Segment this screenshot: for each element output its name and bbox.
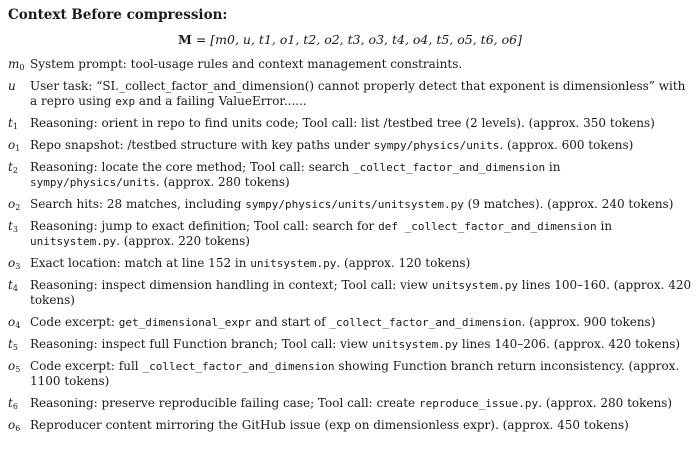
context-entry	[8, 359, 692, 389]
entry-symbol	[8, 337, 30, 352]
entry-symbol	[8, 57, 30, 72]
entry-symbol-subscript: 3	[12, 225, 18, 234]
entry-symbol-base: t	[8, 337, 13, 351]
entry-text-segment: and a failing ValueError......	[135, 94, 307, 108]
context-entry-list	[8, 57, 692, 433]
entry-code-token: sympy/physics/units	[373, 139, 500, 152]
entry-text-segment: (9 matches). (approx. 240 tokens)	[463, 197, 674, 211]
entry-symbol	[8, 256, 30, 271]
entry-text	[30, 256, 692, 271]
entry-code-token: sympy/physics/units	[30, 176, 156, 189]
context-entry	[8, 57, 692, 72]
entry-symbol-base: t	[8, 219, 13, 233]
entry-code-token: _collect_factor_and_dimension	[142, 360, 335, 373]
entry-text-segment: Reproducer content mirroring the GitHub issue (exp on dimensionless expr). (approx. 450 tokens)	[30, 418, 629, 432]
entry-symbol	[8, 418, 30, 433]
entry-text-segment: Reasoning: orient in repo to find units code; Tool call: list /testbed tree (2 levels). (approx. 350 tokens)	[30, 116, 655, 130]
entry-symbol-subscript: 1	[12, 122, 18, 131]
entry-code-token: _collect_factor_and_dimension	[329, 316, 522, 329]
entry-text-segment: Code excerpt: full	[30, 359, 143, 373]
entry-symbol-subscript: 3	[15, 262, 21, 271]
entry-text-segment: lines 140–206. (approx. 420 tokens)	[458, 337, 681, 351]
entry-symbol	[8, 116, 30, 131]
entry-code-token: unitsystem.py	[30, 235, 117, 248]
context-entry	[8, 116, 692, 131]
entry-code-token: reproduce_issue.py	[418, 397, 539, 410]
section-heading: Context Before compression:	[8, 7, 228, 23]
entry-text-segment: showing Function branch return inconsistency. (approx. 1100 tokens)	[30, 359, 680, 388]
formula-lhs: M	[178, 32, 192, 47]
entry-text-segment: Repo snapshot: /testbed structure with key paths under	[30, 138, 374, 152]
context-formula	[8, 32, 692, 48]
entry-code-token: exp	[115, 95, 136, 108]
entry-text	[30, 337, 692, 352]
entry-text-segment: and start of	[251, 315, 330, 329]
entry-symbol-subscript: 1	[15, 144, 21, 153]
entry-code-token: unitsystem.py	[431, 279, 518, 292]
context-entry	[8, 315, 692, 330]
entry-symbol-subscript: 2	[12, 166, 18, 175]
entry-text	[30, 359, 692, 389]
entry-symbol-subscript: 2	[15, 203, 21, 212]
entry-text-segment: . (approx. 900 tokens)	[521, 315, 656, 329]
entry-text	[30, 79, 692, 109]
entry-text	[30, 57, 692, 72]
entry-symbol-subscript: 4	[12, 284, 18, 293]
entry-symbol-subscript: 0	[19, 63, 25, 72]
entry-symbol	[8, 315, 30, 330]
entry-symbol	[8, 197, 30, 212]
entry-symbol-base: t	[8, 116, 13, 130]
entry-text-segment: . (approx. 600 tokens)	[499, 138, 634, 152]
entry-text	[30, 278, 692, 308]
entry-text-segment: Reasoning: locate the core method; Tool call: search	[30, 160, 354, 174]
entry-symbol-base: t	[8, 278, 13, 292]
entry-text-segment: User task: “SI._collect_factor_and_dimension() cannot properly detect that exponent is dimensionless” with a repro using	[30, 79, 686, 108]
entry-symbol-subscript: 4	[15, 321, 21, 330]
entry-symbol	[8, 79, 30, 94]
entry-symbol-subscript: 5	[12, 343, 18, 352]
entry-symbol-base: o	[8, 359, 16, 373]
entry-text	[30, 116, 692, 131]
entry-text-segment: Reasoning: jump to exact definition; Tool call: search for	[30, 219, 379, 233]
entry-code-token: unitsystem.py	[250, 257, 337, 270]
entry-symbol-base: o	[8, 138, 16, 152]
entry-symbol-base: u	[8, 79, 16, 93]
entry-text-segment: in	[596, 219, 613, 233]
entry-symbol	[8, 359, 30, 374]
entry-text	[30, 418, 692, 433]
entry-symbol	[8, 160, 30, 175]
context-entry	[8, 197, 692, 212]
entry-text-segment: in	[545, 160, 561, 174]
entry-symbol-base: t	[8, 396, 13, 410]
entry-code-token: get_dimensional_expr	[118, 316, 252, 329]
entry-text-segment: Search hits: 28 matches, including	[30, 197, 246, 211]
entry-code-token: def _collect_factor_and_dimension	[378, 220, 597, 233]
entry-code-token: _collect_factor_and_dimension	[353, 161, 546, 174]
context-entry	[8, 418, 692, 433]
entry-code-token: unitsystem.py	[371, 338, 459, 351]
entry-text-segment: . (approx. 220 tokens)	[116, 234, 250, 248]
entry-text-segment: . (approx. 280 tokens)	[538, 396, 673, 410]
entry-text	[30, 160, 692, 190]
context-entry	[8, 160, 692, 190]
entry-text-segment: lines 100–160. (approx. 420 tokens)	[30, 278, 692, 307]
entry-symbol-base: m	[8, 57, 20, 71]
entry-symbol	[8, 219, 30, 234]
context-entry	[8, 256, 692, 271]
entry-text-segment: Reasoning: inspect dimension handling in context; Tool call: view	[30, 278, 432, 292]
context-entry	[8, 278, 692, 308]
entry-symbol	[8, 138, 30, 153]
entry-symbol-base: t	[8, 160, 13, 174]
formula-equals: =	[191, 32, 211, 47]
entry-symbol-subscript: 6	[12, 402, 18, 411]
context-entry	[8, 79, 692, 109]
entry-symbol-subscript: 5	[15, 365, 21, 374]
entry-symbol-subscript: 6	[15, 424, 21, 433]
entry-text-segment: System prompt: tool-usage rules and context management constraints.	[30, 57, 463, 71]
entry-text	[30, 219, 692, 249]
entry-text	[30, 396, 692, 411]
entry-text	[30, 197, 692, 212]
entry-text-segment: Reasoning: preserve reproducible failing case; Tool call: create	[30, 396, 419, 410]
entry-text	[30, 315, 692, 330]
entry-symbol-base: o	[8, 418, 16, 432]
context-entry	[8, 337, 692, 352]
context-entry	[8, 138, 692, 153]
entry-text-segment: Code excerpt:	[30, 315, 119, 329]
entry-text-segment: . (approx. 280 tokens)	[155, 175, 290, 189]
entry-symbol	[8, 278, 30, 293]
context-entry	[8, 219, 692, 249]
entry-text	[30, 138, 692, 153]
entry-code-token: sympy/physics/units/unitsystem.py	[245, 198, 464, 211]
entry-symbol-base: o	[8, 315, 16, 329]
context-entry	[8, 396, 692, 411]
entry-symbol-base: o	[8, 197, 16, 211]
entry-symbol	[8, 396, 30, 411]
entry-text-segment: Reasoning: inspect full Function branch; Tool call: view	[30, 337, 372, 351]
entry-symbol-base: o	[8, 256, 16, 270]
entry-text-segment: . (approx. 120 tokens)	[336, 256, 471, 270]
entry-text-segment: Exact location: match at line 152 in	[30, 256, 251, 270]
formula-rhs: [m0, u, t1, o1, t2, o2, t3, o3, t4, o4, t5, o5, t6, o6]	[210, 32, 522, 47]
